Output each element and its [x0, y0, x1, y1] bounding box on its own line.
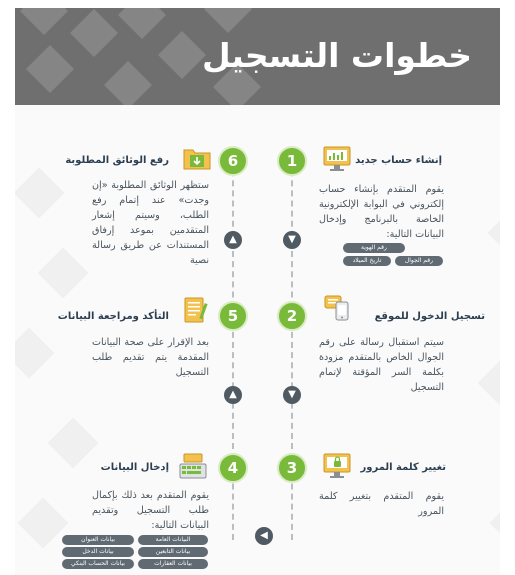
header-banner	[15, 8, 500, 105]
chevron-down-icon: ▼	[283, 386, 301, 404]
data-tag: بيانات العقارات	[138, 559, 208, 569]
step-title: إنشاء حساب جديد	[355, 155, 442, 166]
data-tag: رقم الجوال	[395, 256, 443, 266]
monitor-register-icon	[322, 144, 352, 174]
chevron-left-icon: ◀	[255, 527, 273, 545]
step-number-badge: 3	[277, 453, 307, 483]
step-description: سيتم استقبال رسالة على رقم الجوال الخاص بالمتقدم مزودة بكلمة السر المؤقتة لإتمام التسجيل	[319, 337, 444, 393]
folder-upload-icon	[182, 143, 212, 173]
step-description: ستظهر الوثائق المطلوبة «إن وجدت» عند إتمام رفع الطلب، وسيتم إشعار المتقدمين بموعد إرفاق المستندات عن طريق رسالة نصية	[92, 180, 209, 266]
step-description: يقوم المتقدم بإنشاء حساب إلكتروني في البوابة الإلكترونية الخاصة بالبرنامج وإدخال البيانات التالية:	[319, 184, 444, 240]
data-tag: البيانات العامة	[138, 535, 208, 545]
data-tag: رقم الهوية	[343, 243, 405, 253]
step-description: يقوم المتقدم بعد ذلك بإكمال طلب التسجيل وتقديم البيانات التالية:	[92, 490, 209, 531]
monitor-lock-icon	[322, 451, 352, 481]
data-tag: تاريخ الميلاد	[343, 256, 391, 266]
step-number-badge: 4	[218, 453, 248, 483]
document-review-icon	[180, 295, 210, 325]
step-description: يقوم المتقدم بتغيير كلمة المرور	[319, 491, 444, 517]
keyboard-form-icon	[178, 452, 208, 482]
data-tag: بيانات العنوان	[62, 535, 134, 545]
chevron-up-icon: ▲	[224, 231, 242, 249]
step-number-badge: 2	[277, 301, 307, 331]
step-number-badge: 1	[277, 146, 307, 176]
phone-login-icon	[322, 292, 352, 322]
step-title: تسجيل الدخول للموقع	[374, 311, 485, 322]
data-tag: بيانات الدخل	[62, 547, 134, 557]
chevron-up-icon: ▲	[224, 386, 242, 404]
step-description: بعد الإقرار على صحة البيانات المقدمة يتم تقديم طلب التسجيل	[92, 337, 209, 378]
step-title: تغيير كلمة المرور	[360, 462, 446, 473]
step-number-badge: 5	[218, 301, 248, 331]
step-title: إدخال البيانات	[100, 462, 169, 473]
chevron-down-icon: ▼	[283, 231, 301, 249]
data-tag: بيانات الحساب البنكي	[62, 559, 134, 569]
step-title: رفع الوثائق المطلوبة	[65, 155, 169, 166]
step-title: التأكد ومراجعة البيانات	[57, 311, 169, 322]
page-title: خطوات التسجيل	[201, 36, 472, 75]
data-tag: بيانات التابعين	[138, 547, 208, 557]
step-number-badge: 6	[218, 146, 248, 176]
